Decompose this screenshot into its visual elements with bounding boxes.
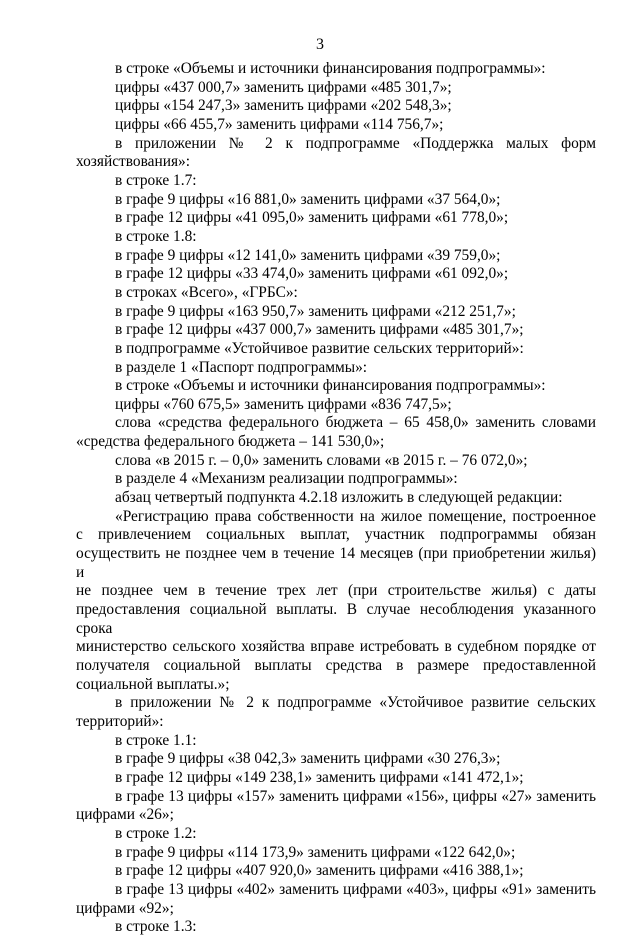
text-line: в строке 1.1: [115, 731, 197, 749]
text-line: в графе 12 цифры «437 000,7» заменить цифрами «485 301,7»; [115, 321, 524, 339]
text-line: в приложении № 2 к подпрограмме «Устойчивое развитие сельских [115, 694, 596, 712]
text-line: в графе 9 цифры «163 950,7» заменить цифрами «212 251,7»; [115, 302, 516, 320]
text-line: в разделе 1 «Паспорт подпрограммы»: [115, 358, 368, 376]
text-line: в подпрограмме «Устойчивое развитие сельских территорий»: [115, 339, 524, 357]
text-line: цифры «66 455,7» заменить цифрами «114 756,7»; [115, 115, 444, 133]
text-line: в строках «Всего», «ГРБС»: [115, 283, 298, 301]
text-line: слова «средства федерального бюджета – 65 458,0» заменить словами [115, 414, 596, 432]
text-line: в графе 13 цифры «157» заменить цифрами «156», цифры «27» заменить [115, 787, 596, 805]
page-number: 3 [316, 36, 324, 53]
text-line: абзац четвертый подпункта 4.2.18 изложить в следующей редакции: [115, 489, 563, 507]
text-line: «Регистрацию права собственности на жилое помещение, построенное [115, 507, 596, 525]
text-line: с привлечением социальных выплат, участник подпрограммы обязан [76, 526, 596, 544]
text-line: «средства федерального бюджета – 141 530,0»; [76, 433, 385, 451]
text-line: в строке 1.7: [115, 171, 197, 189]
text-line: в графе 13 цифры «402» заменить цифрами «403», цифры «91» заменить [115, 880, 596, 898]
text-line: в графе 12 цифры «407 920,0» заменить цифрами «416 388,1»; [115, 862, 524, 880]
text-line: территорий»: [76, 712, 164, 730]
text-line: предоставления социальной выплаты. В случае несоблюдения указанного срока [76, 601, 596, 637]
text-line: хозяйствования»: [76, 153, 191, 171]
text-line: в графе 12 цифры «41 095,0» заменить цифрами «61 778,0»; [115, 209, 509, 227]
document-body [76, 60, 596, 937]
text-line: осуществить не позднее чем в течение 14 месяцев (при приобретении жилья) и [76, 545, 596, 581]
text-line: получателя социальной выплаты средства в размере предоставленной [76, 657, 596, 674]
text-line: цифры «760 675,5» заменить цифрами «836 747,5»; [115, 395, 452, 413]
text-line: в разделе 4 «Механизм реализации подпрограммы»: [115, 470, 458, 488]
text-line: в графе 12 цифры «149 238,1» заменить цифрами «141 472,1»; [115, 768, 524, 786]
text-line: цифры «154 247,3» заменить цифрами «202 548,3»; [115, 97, 452, 115]
text-line: в графе 9 цифры «114 173,9» заменить цифрами «122 642,0»; [115, 843, 516, 861]
text-line: цифры «437 000,7» заменить цифрами «485 301,7»; [115, 78, 452, 96]
text-line: слова «в 2015 г. – 0,0» заменить словами «в 2015 г. – 76 072,0»; [115, 451, 528, 469]
text-line: социальной выплаты.»; [76, 675, 230, 693]
text-line: министерство сельского хозяйства вправе истребовать в судебном порядке от [76, 638, 596, 656]
text-line: в приложении № 2 к подпрограмме «Поддержка малых форм [115, 134, 596, 152]
text-line: не позднее чем в течение трех лет (при строительстве жилья) с даты [76, 582, 596, 600]
text-line: цифрами «92»; [76, 899, 174, 917]
text-line: в графе 9 цифры «12 141,0» заменить цифрами «39 759,0»; [115, 246, 501, 264]
text-line: цифрами «26»; [76, 806, 174, 824]
text-line: в строке «Объемы и источники финансирования подпрограммы»: [115, 60, 546, 77]
text-line: в строке 1.3: [115, 918, 197, 936]
text-line: в графе 9 цифры «38 042,3» заменить цифрами «30 276,3»; [115, 750, 501, 768]
text-line: в строке «Объемы и источники финансирования подпрограммы»: [115, 377, 546, 395]
text-line: в графе 9 цифры «16 881,0» заменить цифрами «37 564,0»; [115, 190, 501, 208]
text-line: в строке 1.8: [115, 227, 197, 245]
text-line: в графе 12 цифры «33 474,0» заменить цифрами «61 092,0»; [115, 265, 509, 283]
text-line: в строке 1.2: [115, 824, 197, 842]
